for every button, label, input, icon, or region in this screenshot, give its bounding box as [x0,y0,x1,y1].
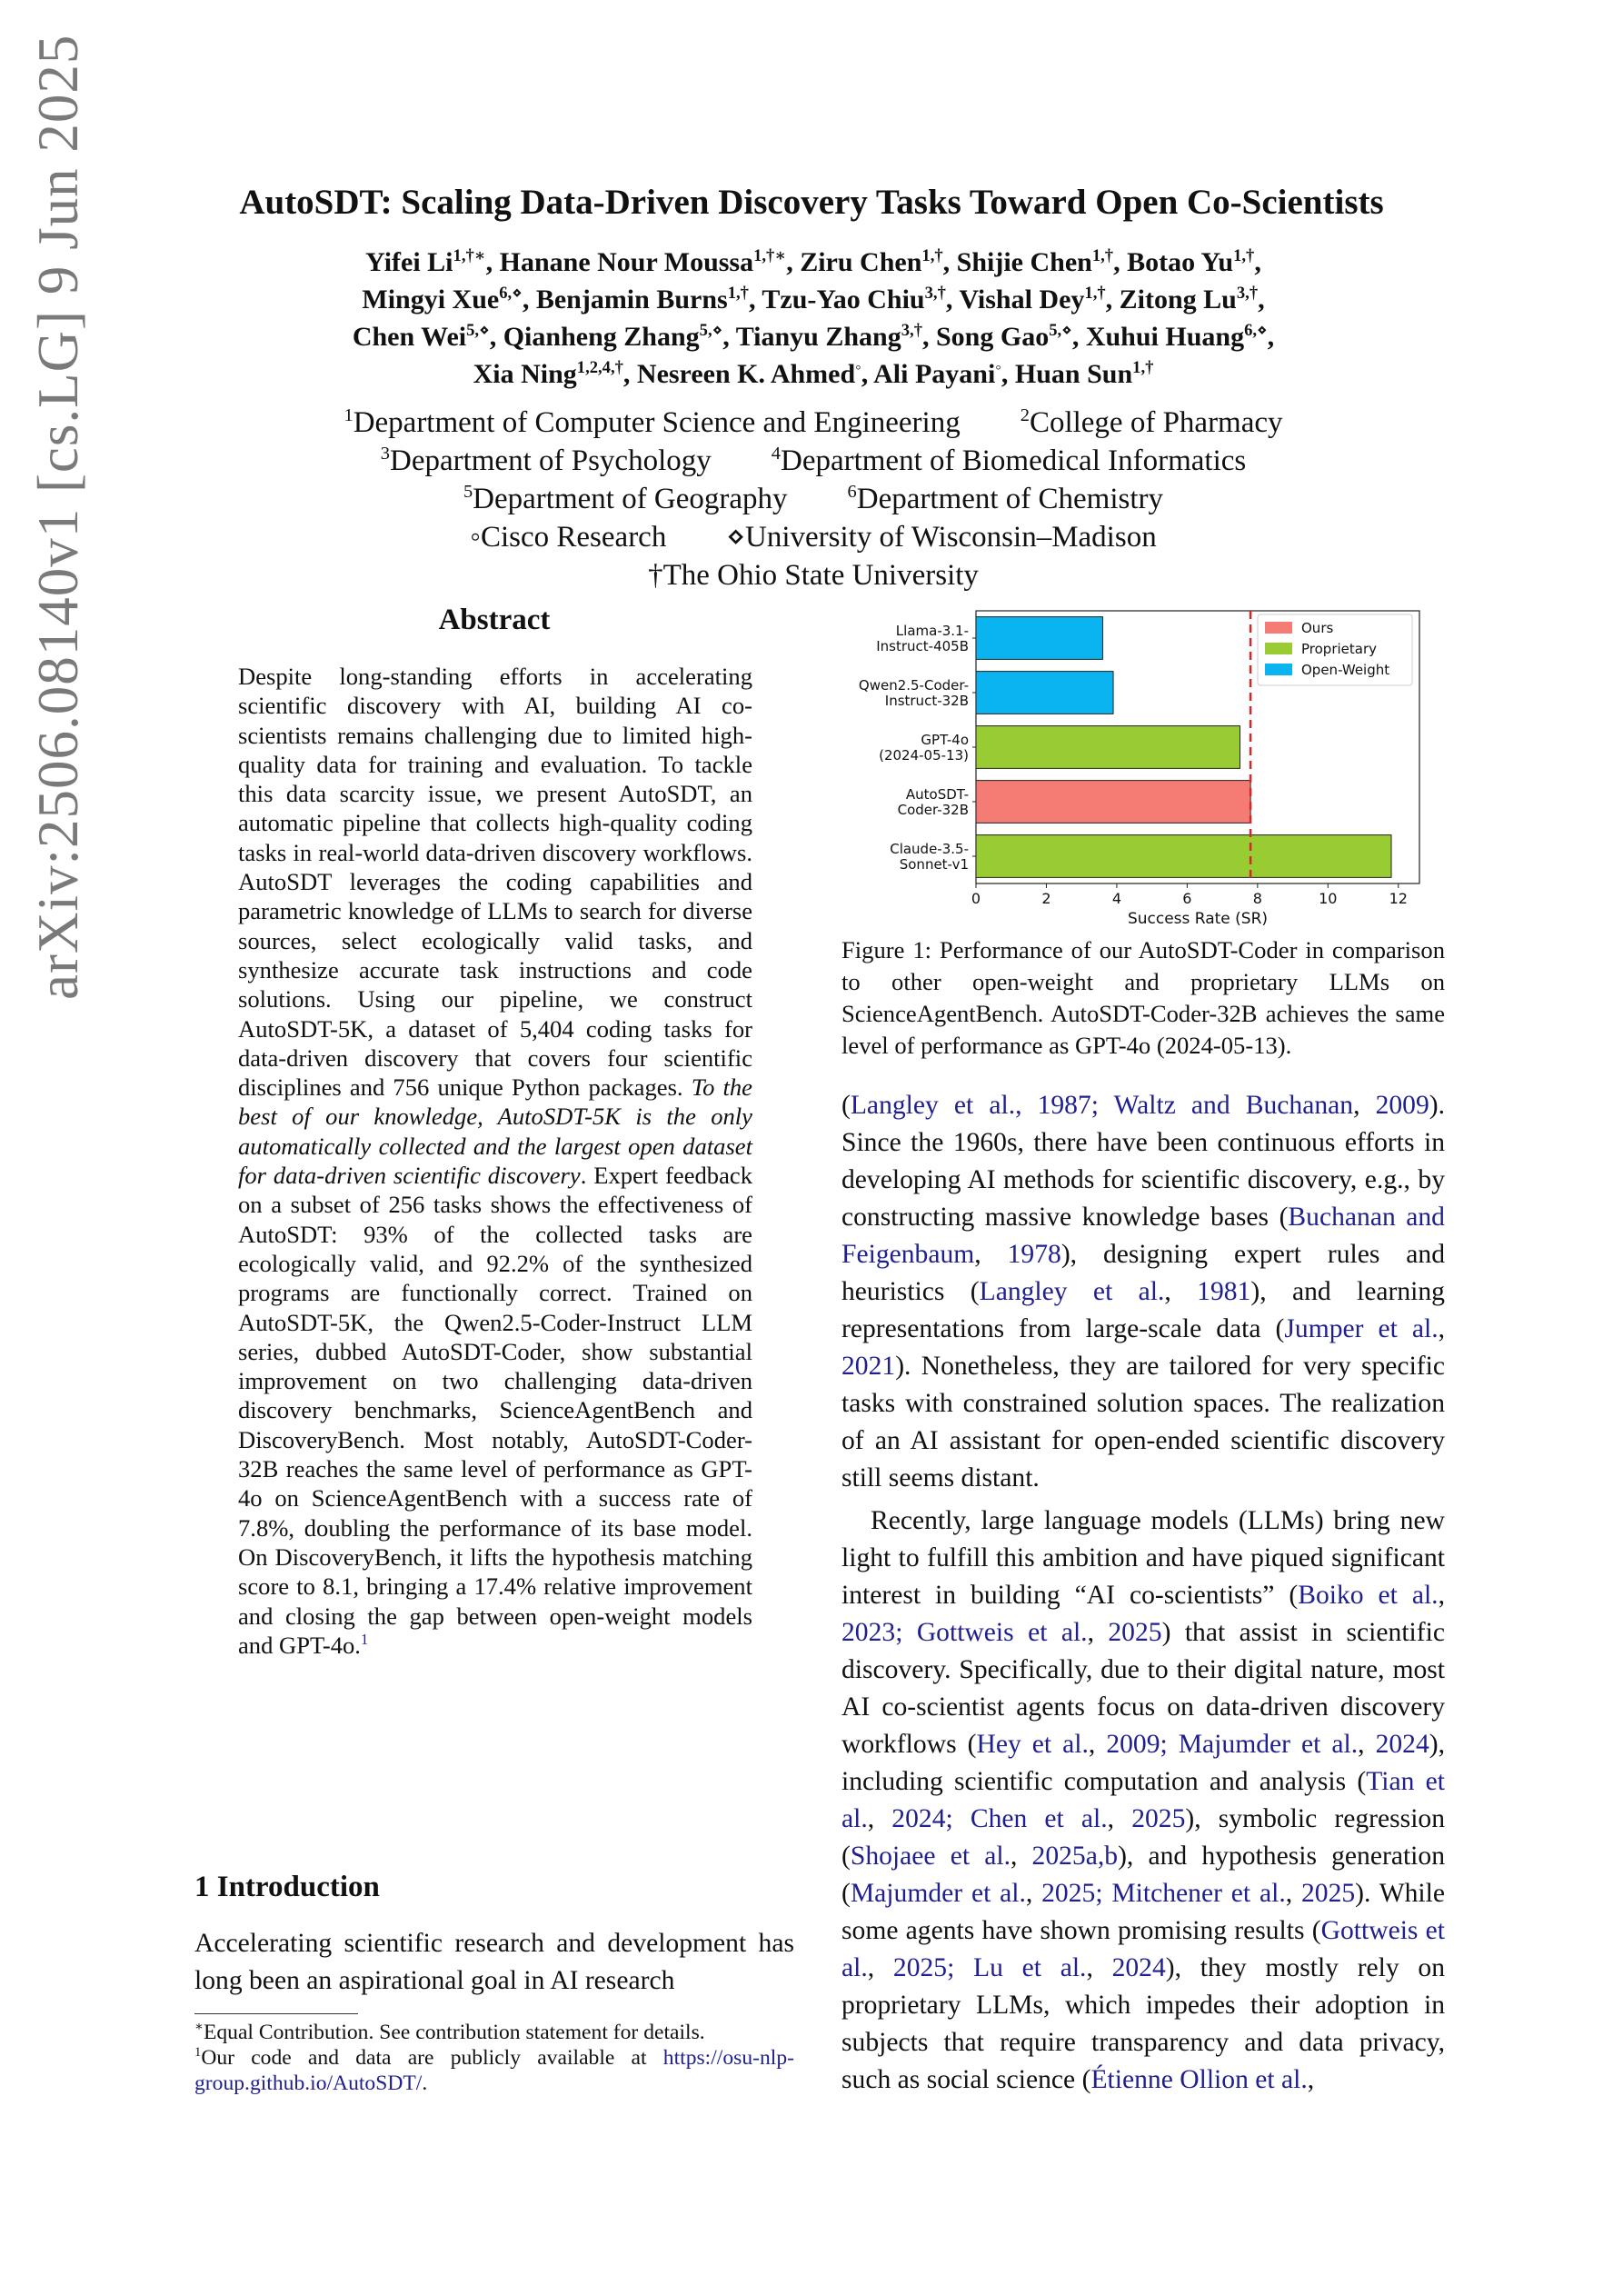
footnote-punct: . [422,2071,428,2095]
citation-year[interactable]: 2021 [841,1352,896,1381]
introduction-text: Accelerating scientific research and development has long been an aspirational goal in AI research [194,1929,794,1995]
abstract-italic-claim: To the best of our knowledge, AutoSDT-5K is the only automatically collected and the largest open dataset for data-driven scientific discovery [238,1073,752,1190]
x-tick-label: 4 [1111,890,1122,907]
citation[interactable]: Gottweis et al. [841,1916,1445,1982]
citation-year[interactable]: 2024 [1375,1730,1429,1759]
abstract-heading: Abstract [438,604,551,636]
project-url-link[interactable]: https://osu-nlp-group.github.io/AutoSDT/ [194,2046,794,2095]
legend-swatch [1265,664,1292,675]
citation[interactable]: Waltz and Buchanan [1113,1091,1354,1120]
text: ), they mostly rely on proprietary LLMs, which impedes their adoption in subjects that require transparency and data privacy, such as social science ( [841,1953,1446,2094]
x-tick-label: 10 [1319,890,1338,907]
footnotes [194,2020,794,2096]
bar [976,835,1391,878]
affiliation-line: $^3$Department of Psychology $^4$Department of Biomedical Informatics [380,444,1247,477]
y-tick-label: AutoSDT-Coder-32B [897,786,969,818]
footnote-text: $^1$Our code and data are publicly available at [194,2045,663,2070]
text: ). Nonetheless, they are tailored for very specific tasks with constrained solution spaces. The realization of an AI assistant for open-ended scientific discovery still seems distant. [841,1352,1445,1492]
footnote-equal-contribution: ∗Equal Contribution. See contribution statement for details. [194,2020,705,2044]
abstract-text: Despite long-standing efforts in accelerating scientific discovery with AI, building AI co-scientists remains challenging due to limited high-quality data for training and evaluation. To tackle this data scarcity issue, we present AutoSDT, an automatic pipeline that collects high-quality coding tasks in real-world data-driven discovery workflows. AutoSDT leverages the coding capabilities and parametric knowledge of LLMs to search for diverse sources, select ecologically valid tasks, and synthesize accurate task instructions and code solutions. Using our pipeline, we construct AutoSDT-5K, a dataset of 5,404 coding tasks for data-driven discovery that covers four scientific disciplines and 756 unique Python packages. [238,663,752,1102]
text: , [1307,2065,1315,2094]
text: ) that assist in scientific discovery. Specifically, due to their digital nature, most AI co-scientist agents focus on data-driven discovery workflows ( [841,1618,1445,1759]
y-tick-label: Llama-3.1-Instruct-405B [876,623,969,654]
paragraph: (Langley et al., 1987; Waltz and Buchanan, 2009). Since the 1960s, there have been continuous efforts in developing AI methods for scientific discovery, e.g., by constructing massive knowledge bases (Buchanan and Feigenbaum, 1978), designing expert rules and heuristics (Langley et al., 1981), and learning representations from large-scale data (Jumper et al., 2021). Nonetheless, they are tailored for very specific tasks with constrained solution spaces. The realization of an AI assistant for open-ended scientific discovery still seems distant. [841,1091,1446,1492]
right-column-text [841,1087,1445,2099]
legend-swatch [1265,622,1292,634]
footnote-mark[interactable]: 1 [360,1630,369,1648]
footnote-rule [194,2013,358,2014]
paragraph: Recently, large language models (LLMs) bring new light to fulfill this ambition and have piqued significant interest in building “AI co-scientists” (Boiko et al., 2023; Gottweis et al., 2025) that assist in scientific discovery. Specifically, due to their digital nature, most AI co-scientist agents focus on data-driven discovery workflows (Hey et al., 2009; Majumder et al., 2024), including scientific computation and analysis (Tian et al., 2024; Chen et al., 2025), symbolic regression (Shojaee et al., 2025a,b), and hypothesis generation (Majumder et al., 2025; Mitchener et al., 2025). While some agents have shown promising results (Gottweis et al., 2025; Lu et al., 2024), they mostly rely on proprietary LLMs, which impedes their adoption in subjects that require transparency and data privacy, such as social science (Étienne Ollion et al., [841,1506,1446,2094]
figure-1-bar-chart [845,604,1427,935]
citation-year[interactable]: 2024 [1111,1953,1166,1982]
bar [976,781,1250,824]
affiliation-line: $^5$Department of Geography $^6$Department of Chemistry [463,482,1164,515]
citation-year[interactable]: 1981 [1197,1277,1251,1306]
citation[interactable]: Jumper et al. [1284,1314,1439,1343]
citation-year[interactable]: 2025 [1300,1879,1356,1908]
x-tick-label: 2 [1041,890,1051,907]
text: ). While some agents have shown promising results ( [841,1879,1446,1945]
citation[interactable]: Langley et al., 1987 [850,1091,1091,1120]
citation-year[interactable]: 2025a,b [1031,1842,1119,1871]
text: ), designing expert rules and heuristics ( [841,1240,1446,1306]
text: ), and hypothesis generation ( [841,1842,1446,1908]
y-tick-label: Qwen2.5-Coder-Instruct-32B [858,677,969,709]
abstract-text: . Expert feedback on a subset of 256 tasks shows the effectiveness of AutoSDT: 93% of the collected tasks are ecologically valid, and 92.2% of the synthesized programs are functionally correct. Trained on AutoSDT-5K, the Qwen2.5-Coder-Instruct LLM series, dubbed AutoSDT-Coder, show substantial improvement on two challenging data-driven discovery benchmarks, ScienceAgentBench and DiscoveryBench. Most notably, AutoSDT-Coder-32B reaches the same level of performance as GPT-4o on ScienceAgentBench with a success rate of 7.8%, doubling the performance of its base model. On DiscoveryBench, it lifts the hypothesis matching score to 8.1, bringing a 17.4% relative improvement and closing the gap between open-weight models and GPT-4o. [238,1162,752,1659]
bar [976,726,1240,769]
text: ), symbolic regression ( [841,1804,1446,1871]
citation[interactable]: Shojaee et al. [850,1842,1011,1871]
citation[interactable]: Majumder et al. [1178,1730,1359,1759]
citation[interactable]: Mitchener et al. [1111,1879,1286,1908]
citation[interactable]: Lu et al. [973,1953,1087,1982]
citation-year[interactable]: 2025 [1041,1879,1096,1908]
citation[interactable]: Étienne Ollion et al. [1090,2065,1308,2094]
x-tick-label: 6 [1182,890,1192,907]
text: ), and learning representations from large-scale data ( [841,1277,1445,1343]
section-heading-introduction: 1 Introduction [194,1871,380,1903]
footnote-code-link [194,2045,794,2096]
author-line: Chen Wei$^{5,⋄}$, Qianheng Zhang$^{5,⋄}$, Tianyu Zhang$^{3,\dagger}$, Song Gao$^{5,⋄}$, Xuhui Huang$^{6,⋄}$, [352,321,1275,352]
x-axis-label: Success Rate (SR) [1127,910,1269,928]
citation-year[interactable]: 2025 [1108,1618,1162,1647]
citation[interactable]: Boiko et al. [1298,1581,1439,1610]
citation-year[interactable]: 2025 [892,1953,948,1982]
x-tick-label: 12 [1389,890,1408,907]
citation-year[interactable]: 2024 [891,1804,946,1833]
y-tick-label: Claude-3.5-Sonnet-v1 [890,841,969,873]
x-tick-label: 0 [971,890,981,907]
affiliation-line: $^1$Department of Computer Science and Engineering $^2$College of Pharmacy [344,405,1283,439]
citation[interactable]: Buchanan and Feigenbaum [841,1203,1445,1269]
citation-year[interactable]: 2023 [841,1618,896,1647]
citation[interactable]: Majumder et al. [850,1879,1026,1908]
affiliation-list [164,404,1463,594]
citation-year[interactable]: 2025 [1131,1804,1186,1833]
citation-year[interactable]: 1978 [1007,1240,1061,1269]
citation-year[interactable]: 2009 [1375,1091,1429,1120]
arxiv-stamp: arXiv:2506.08140v1 [cs.LG] 9 Jun 2025 [26,34,90,1000]
legend-label: Ours [1301,620,1334,636]
affiliation-line: ◦Cisco Research ⋄University of Wisconsin–Madison [470,521,1157,554]
text: Since the 1960s, there have been continuous efforts in developing AI methods for scientific discovery, e.g., by constructing massive knowledge bases ( [841,1128,1445,1232]
abstract-body [238,662,752,1660]
author-line: Yifei $Li^{1,\dagger∗}$, Hanane Nour Moussa$^{1,\dagger∗}$, Ziru Chen$^{1,\dagger}$, Shijie Chen$^{1,\dagger}$, Botao $Yu^{1,\dagger}$, [365,246,1261,277]
citation-year[interactable]: 2009 [1106,1730,1160,1759]
citation[interactable]: Gottweis et al. [916,1618,1088,1647]
x-tick-label: 8 [1252,890,1262,907]
bar [976,617,1102,660]
affiliation-line: †The Ohio State University [648,559,979,592]
citation[interactable]: Langley et al. [979,1277,1165,1306]
author-line: Mingyi Xue$^{6,⋄}$, Benjamin Burns$^{1,\dagger}$, Tzu-Yao Chiu$^{3,\dagger}$, Vishal Dey$^{1,\dagger}$, Zitong $Lu^{3,\dagger}$, [362,284,1265,314]
citation[interactable]: Tian et al. [841,1767,1446,1833]
paper-title: AutoSDT: Scaling Data-Driven Discovery Tasks Toward Open Co-Scientists [239,183,1384,222]
text: Recently, large language models (LLMs) bring new light to fulfill this ambition and have piqued significant interest in building “AI co-scientists” ( [841,1506,1445,1610]
citation[interactable]: Chen et al. [970,1804,1108,1833]
legend-swatch [1265,643,1292,654]
y-tick-label: GPT-4o (2024-05-13) [879,732,969,764]
author-list [164,244,1463,393]
legend-label: Proprietary [1301,641,1377,657]
legend-label: Open-Weight [1301,662,1390,678]
citation[interactable]: Hey et al. [976,1730,1089,1759]
figure-1-caption: Figure 1: Performance of our AutoSDT-Coder in comparison to other open-weight and proprietary LLMs on ScienceAgentBench. AutoSDT-Coder-32B achieves the same level of performance as GPT-4o (2024-05-13). [841,936,1445,1059]
text: ), including scientific computation and analysis ( [841,1730,1446,1796]
bar [976,672,1113,714]
author-line: Xia Ning$^{1,2,4,\dagger}$, Nesreen K. Ahmed◦, Ali Payani◦, Huan Sun$^{1,\dagger}$ [473,358,1154,389]
